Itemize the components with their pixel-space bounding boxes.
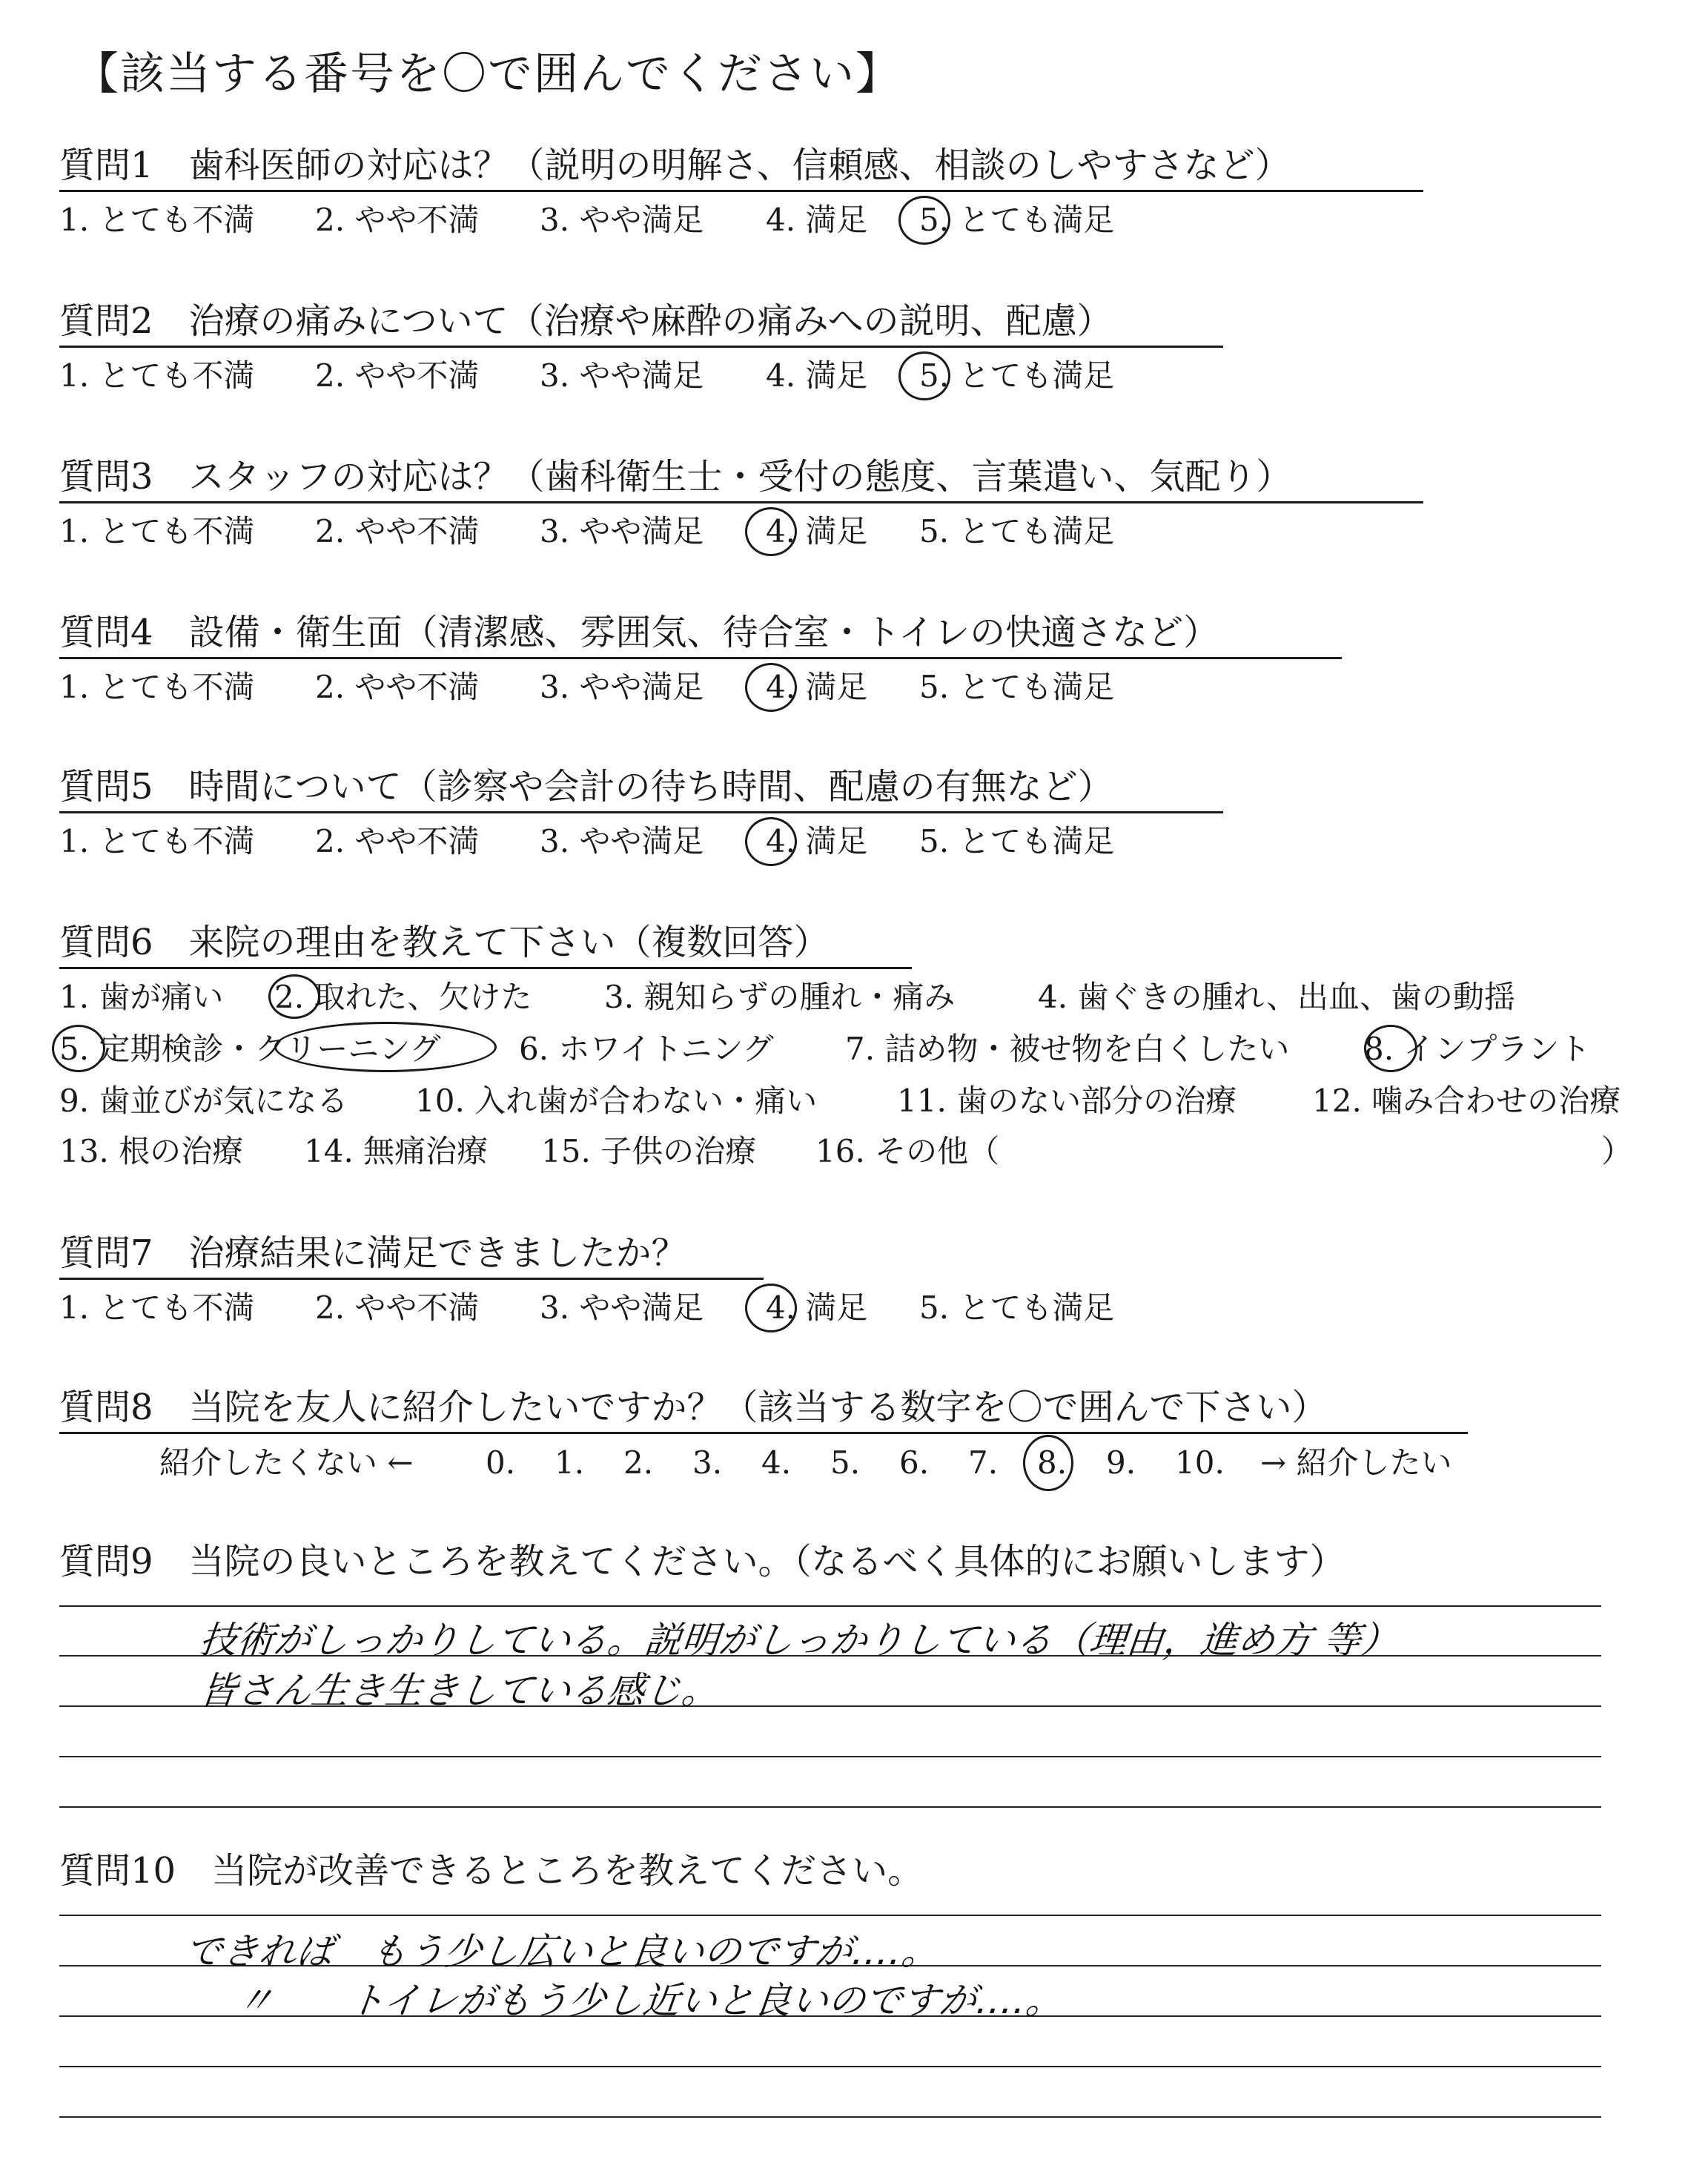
q2-option-2[interactable]: 2. やや不満 bbox=[315, 357, 480, 394]
q1-option-3[interactable]: 3. やや満足 bbox=[540, 202, 704, 238]
q5-option-4[interactable]: 4. 満足 bbox=[766, 823, 868, 859]
q7-option-1[interactable]: 1. とても不満 bbox=[59, 1289, 255, 1326]
question-4: 質問4 設備・衛生面（清潔感、雰囲気、待合室・トイレの快適さなど） bbox=[59, 612, 1219, 653]
q6-option-15[interactable]: 15. 子供の治療 bbox=[541, 1133, 757, 1169]
q8-number-10[interactable]: 10. bbox=[1175, 1444, 1225, 1481]
q3-option-2[interactable]: 2. やや不満 bbox=[315, 513, 480, 549]
q6-option-9[interactable]: 9. 歯並びが気になる bbox=[59, 1083, 348, 1119]
q3-option-1[interactable]: 1. とても不満 bbox=[59, 513, 255, 549]
q6-option-2[interactable]: 2. 取れた、欠けた bbox=[274, 979, 532, 1015]
q6-option-5[interactable]: 5. 定期検診・クリーニング bbox=[59, 1031, 441, 1067]
q6-option-11[interactable]: 11. 歯のない部分の治療 bbox=[897, 1083, 1237, 1119]
q6-option-7[interactable]: 7. 詰め物・被せ物を白くしたい bbox=[845, 1031, 1290, 1067]
q2-option-5[interactable]: 5. とても満足 bbox=[919, 357, 1115, 394]
q9-answer-line-1: 技術がしっかりしている。説明がしっかりしている（理由，進め方 等） bbox=[197, 1619, 1400, 1662]
q8-number-3[interactable]: 3. bbox=[692, 1444, 723, 1481]
q5-selection-circle bbox=[745, 817, 797, 866]
question-2: 質問2 治療の痛みについて（治療や麻酔の痛みへの説明、配慮） bbox=[59, 300, 1113, 342]
q9-answer-line-2: 皆さん生き生きしている感じ。 bbox=[197, 1669, 721, 1712]
q4-selection-circle bbox=[745, 663, 797, 712]
q4-option-3[interactable]: 3. やや満足 bbox=[540, 669, 704, 705]
q4-option-2[interactable]: 2. やや不満 bbox=[315, 669, 480, 705]
q6-selection-ellipse-cleaning bbox=[274, 1022, 497, 1072]
q1-option-1[interactable]: 1. とても不満 bbox=[59, 202, 255, 238]
q2-selection-circle bbox=[898, 351, 950, 400]
q10-answer-line-2: 〃 トイレがもう少し近いと良いのですが‥‥。 bbox=[234, 1979, 1065, 2022]
q3-option-4[interactable]: 4. 満足 bbox=[766, 513, 868, 549]
question-10: 質問10 当院が改善できるところを教えてください。 bbox=[59, 1850, 924, 1892]
q8-number-8[interactable]: 8. bbox=[1037, 1444, 1068, 1481]
q5-option-3[interactable]: 3. やや満足 bbox=[540, 823, 704, 859]
q8-number-2[interactable]: 2. bbox=[623, 1444, 654, 1481]
q2-option-1[interactable]: 1. とても不満 bbox=[59, 357, 255, 394]
q6-option-16[interactable]: 16. その他（ bbox=[815, 1133, 1000, 1169]
question-1: 質問1 歯科医師の対応は？（説明の明解さ、信頼感、相談のしやすさなど） bbox=[59, 145, 1291, 186]
question-2-underline bbox=[59, 346, 1223, 348]
q8-number-7[interactable]: 7. bbox=[968, 1444, 999, 1481]
q7-option-3[interactable]: 3. やや満足 bbox=[540, 1289, 704, 1326]
q10-answer-line-1: できれば もう少し広いと良いのですが‥‥。 bbox=[182, 1930, 941, 1973]
q8-number-6[interactable]: 6. bbox=[899, 1444, 930, 1481]
q6-option-1[interactable]: 1. 歯が痛い bbox=[59, 979, 224, 1015]
q6-option-14[interactable]: 14. 無痛治療 bbox=[304, 1133, 489, 1169]
q3-selection-circle bbox=[745, 507, 797, 556]
question-8: 質問8 当院を友人に紹介したいですか？（該当する数字を〇で囲んで下さい） bbox=[59, 1387, 1328, 1428]
q4-option-1[interactable]: 1. とても不満 bbox=[59, 669, 255, 705]
q1-option-2[interactable]: 2. やや不満 bbox=[315, 202, 480, 238]
q3-option-5[interactable]: 5. とても満足 bbox=[919, 513, 1115, 549]
q9-ruled-line-5 bbox=[59, 1806, 1601, 1808]
question-7-underline bbox=[59, 1278, 764, 1280]
question-1-underline bbox=[59, 190, 1423, 192]
page-title: 【該当する番号を〇で囲んでください】 bbox=[74, 48, 901, 100]
q9-ruled-line-4 bbox=[59, 1756, 1601, 1757]
q6-selection-circle-2 bbox=[268, 974, 320, 1019]
q1-selection-circle bbox=[898, 196, 950, 245]
q6-selection-circle-5 bbox=[52, 1025, 105, 1072]
q5-option-1[interactable]: 1. とても不満 bbox=[59, 823, 255, 859]
q6-other-close-paren: ） bbox=[1601, 1133, 1633, 1169]
q2-option-4[interactable]: 4. 満足 bbox=[766, 357, 868, 394]
question-6: 質問6 来院の理由を教えて下さい（複数回答） bbox=[59, 922, 830, 963]
q8-number-1[interactable]: 1. bbox=[555, 1444, 585, 1481]
q1-option-5[interactable]: 5. とても満足 bbox=[919, 202, 1115, 238]
q7-option-2[interactable]: 2. やや不満 bbox=[315, 1289, 480, 1326]
q6-option-8[interactable]: 8. インプラント bbox=[1364, 1031, 1591, 1067]
q10-ruled-line-5 bbox=[59, 2116, 1601, 2118]
q7-selection-circle bbox=[745, 1284, 797, 1332]
q1-option-4[interactable]: 4. 満足 bbox=[766, 202, 868, 238]
q9-ruled-line-1 bbox=[59, 1605, 1601, 1607]
q10-ruled-line-1 bbox=[59, 1915, 1601, 1916]
q4-option-5[interactable]: 5. とても満足 bbox=[919, 669, 1115, 705]
q10-ruled-line-4 bbox=[59, 2066, 1601, 2067]
q6-option-12[interactable]: 12. 噛み合わせの治療 bbox=[1312, 1083, 1621, 1119]
q6-option-3[interactable]: 3. 親知らずの腫れ・痛み bbox=[604, 979, 956, 1015]
q5-option-5[interactable]: 5. とても満足 bbox=[919, 823, 1115, 859]
question-7: 質問7 治療結果に満足できましたか？ bbox=[59, 1232, 687, 1274]
q6-selection-circle-8 bbox=[1364, 1025, 1417, 1072]
q8-number-4[interactable]: 4. bbox=[761, 1444, 792, 1481]
question-8-underline bbox=[59, 1432, 1468, 1434]
q8-number-0[interactable]: 0. bbox=[486, 1444, 516, 1481]
q4-option-4[interactable]: 4. 満足 bbox=[766, 669, 868, 705]
question-5-underline bbox=[59, 811, 1223, 813]
q5-option-2[interactable]: 2. やや不満 bbox=[315, 823, 480, 859]
q8-left-label: 紹介したくない ← bbox=[159, 1444, 414, 1481]
q7-option-4[interactable]: 4. 満足 bbox=[766, 1289, 868, 1326]
q6-option-13[interactable]: 13. 根の治療 bbox=[59, 1133, 244, 1169]
question-6-underline bbox=[59, 967, 912, 969]
q6-option-4[interactable]: 4. 歯ぐきの腫れ、出血、歯の動揺 bbox=[1038, 979, 1515, 1015]
q6-option-10[interactable]: 10. 入れ歯が合わない・痛い bbox=[415, 1083, 818, 1119]
question-9: 質問9 当院の良いところを教えてください。（なるべく具体的にお願いします） bbox=[59, 1541, 1345, 1582]
q8-number-5[interactable]: 5. bbox=[830, 1444, 861, 1481]
q2-option-3[interactable]: 3. やや満足 bbox=[540, 357, 704, 394]
question-3: 質問3 スタッフの対応は？（歯科衛生士・受付の態度、言葉遣い、気配り） bbox=[59, 456, 1292, 498]
q6-option-6[interactable]: 6. ホワイトニング bbox=[519, 1031, 774, 1067]
q8-selection-circle bbox=[1023, 1435, 1073, 1491]
question-3-underline bbox=[59, 501, 1423, 503]
question-5: 質問5 時間について（診察や会計の待ち時間、配慮の有無など） bbox=[59, 766, 1113, 807]
q3-option-3[interactable]: 3. やや満足 bbox=[540, 513, 704, 549]
q8-right-label: → 紹介したい bbox=[1260, 1444, 1452, 1481]
q8-number-9[interactable]: 9. bbox=[1106, 1444, 1136, 1481]
question-4-underline bbox=[59, 657, 1342, 659]
q7-option-5[interactable]: 5. とても満足 bbox=[919, 1289, 1115, 1326]
